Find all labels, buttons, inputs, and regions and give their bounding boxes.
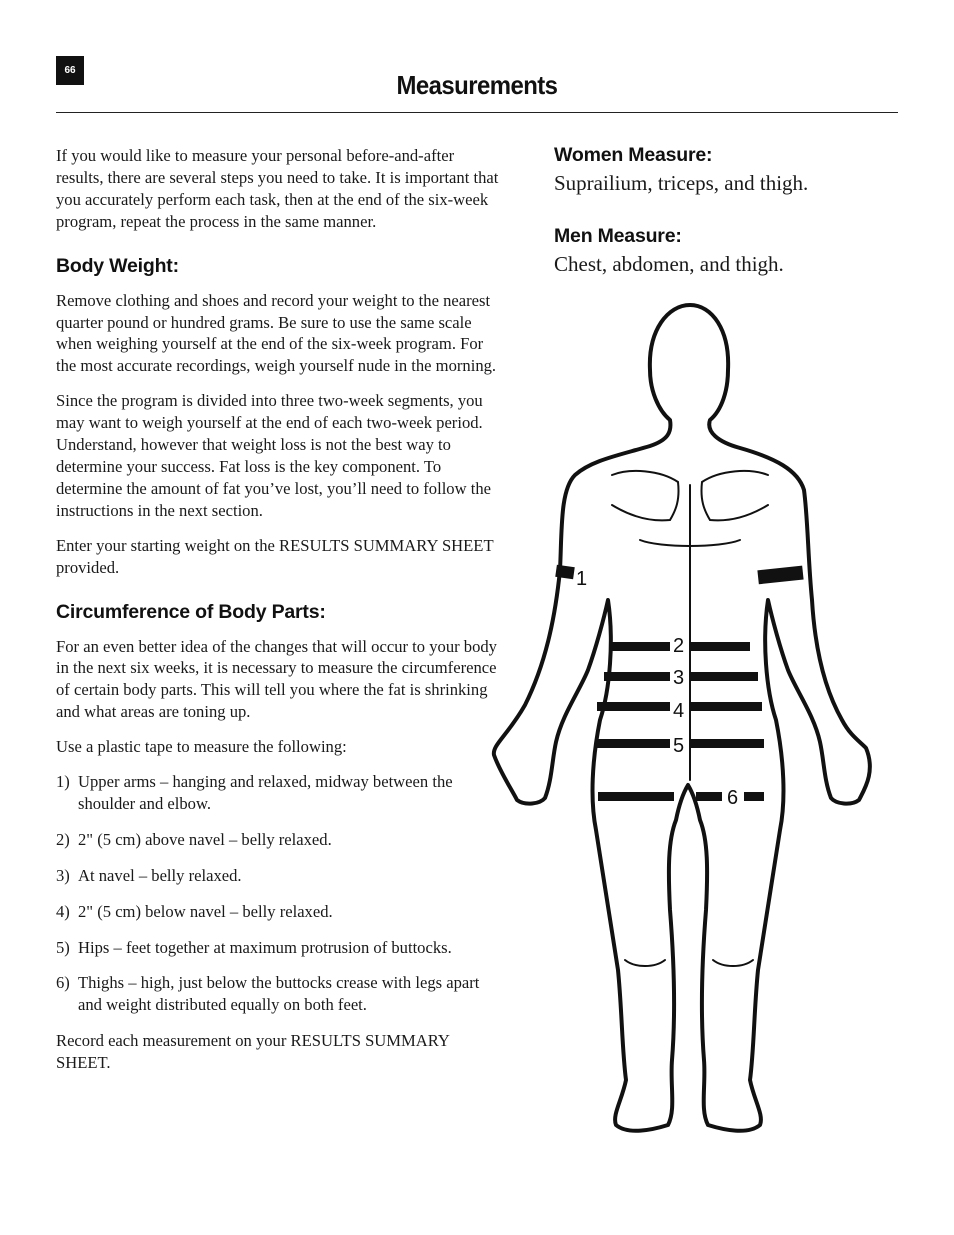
body-weight-heading: Body Weight: (56, 254, 179, 277)
measure-band-4-left (597, 702, 670, 711)
page-title: Measurements (396, 70, 558, 100)
page-number: 66 (56, 56, 84, 85)
measure-label-2: 2 (673, 635, 685, 657)
measure-band-6-mid (696, 792, 722, 801)
body-weight-paragraph: Remove clothing and shoes and record your weight to the nearest quarter pound or hundred grams. Be sure to use the same scale when weighing yourself at the end of the six-week program. For the most accurate recordings, weigh yourself nude in the morning. (56, 290, 497, 376)
list-item (56, 865, 501, 887)
men-measure-label: Men Measure: (554, 225, 682, 247)
measure-band-2-right (690, 642, 750, 651)
list-item-number: 5) (56, 937, 70, 957)
measure-band-4-right (690, 702, 762, 711)
right-column (554, 144, 914, 278)
measure-label-1: 1 (576, 568, 588, 590)
measure-band-1-left (555, 565, 574, 579)
measure-band-5-right (690, 739, 764, 748)
list-item-number: 6) (56, 973, 70, 993)
circumference-paragraph: For an even better idea of the changes that will occur to your body in the next six weeks, it is necessary to measure the circumference of certain body parts. This will tell you where the fat is shrinking and what areas are toning up. (56, 636, 497, 722)
measure-band-5-left (595, 739, 670, 748)
list-item-number: 1) (56, 772, 70, 792)
measure-label-3: 3 (673, 667, 685, 689)
list-item (56, 937, 501, 959)
closing-paragraph: Record each measurement on your RESULTS SUMMARY SHEET. (56, 1031, 450, 1073)
list-item-text: Upper arms – hanging and relaxed, midway between the shoulder and elbow. (78, 772, 453, 813)
circumference-paragraph: Use a plastic tape to measure the following: (56, 737, 347, 757)
measure-band-2-left (612, 642, 670, 651)
list-item-text: Thighs – high, just below the buttocks crease with legs apart and weight distributed equally on both feet. (78, 973, 480, 1015)
left-column (56, 145, 501, 1087)
men-measure-text: Chest, abdomen, and thigh. (554, 252, 784, 276)
list-item-text: Hips – feet together at maximum protrusion of buttocks. (78, 937, 452, 957)
list-item-text: At navel – belly relaxed. (78, 865, 242, 885)
measure-band-6-left (598, 792, 674, 801)
list-item-text: 2" (5 cm) below navel – belly relaxed. (78, 901, 333, 921)
circumference-heading: Circumference of Body Parts: (56, 600, 326, 623)
women-measure-text: Suprailium, triceps, and thigh. (554, 171, 809, 195)
list-item (56, 901, 501, 923)
measure-band-3-right (690, 672, 758, 681)
measure-band-3-left (604, 672, 670, 681)
list-item-number: 3) (56, 865, 70, 885)
body-weight-paragraph: Enter your starting weight on the RESULTS SUMMARY SHEET provided. (56, 535, 494, 577)
list-item (56, 972, 501, 1016)
measure-label-4: 4 (673, 700, 685, 722)
list-item-number: 2) (56, 829, 70, 849)
body-weight-paragraph: Since the program is divided into three two-week segments, you may want to weigh yourself at the end of each two-week period. Understand, however that weight loss is not the best way to determine your success. Fat loss is the key component. To determine the amount of fat you’ve lost, you’ll need to follow the instructions in the next section. (56, 391, 492, 520)
measure-label-5: 5 (673, 735, 685, 757)
list-item (56, 771, 501, 815)
title-divider (56, 112, 898, 113)
list-item-number: 4) (56, 901, 70, 921)
measure-label-6: 6 (727, 787, 739, 809)
measure-band-6-right (744, 792, 764, 801)
list-item-text: 2" (5 cm) above navel – belly relaxed. (78, 829, 332, 849)
women-measure-label: Women Measure: (554, 144, 713, 166)
body-figure-illustration (480, 300, 880, 1140)
intro-paragraph: If you would like to measure your personal before-and-after results, there are several steps you need to take. It is important that you accurately perform each task, then at the end of the six-week program, repeat the process in the same manner. (56, 146, 499, 231)
list-item (56, 829, 501, 851)
